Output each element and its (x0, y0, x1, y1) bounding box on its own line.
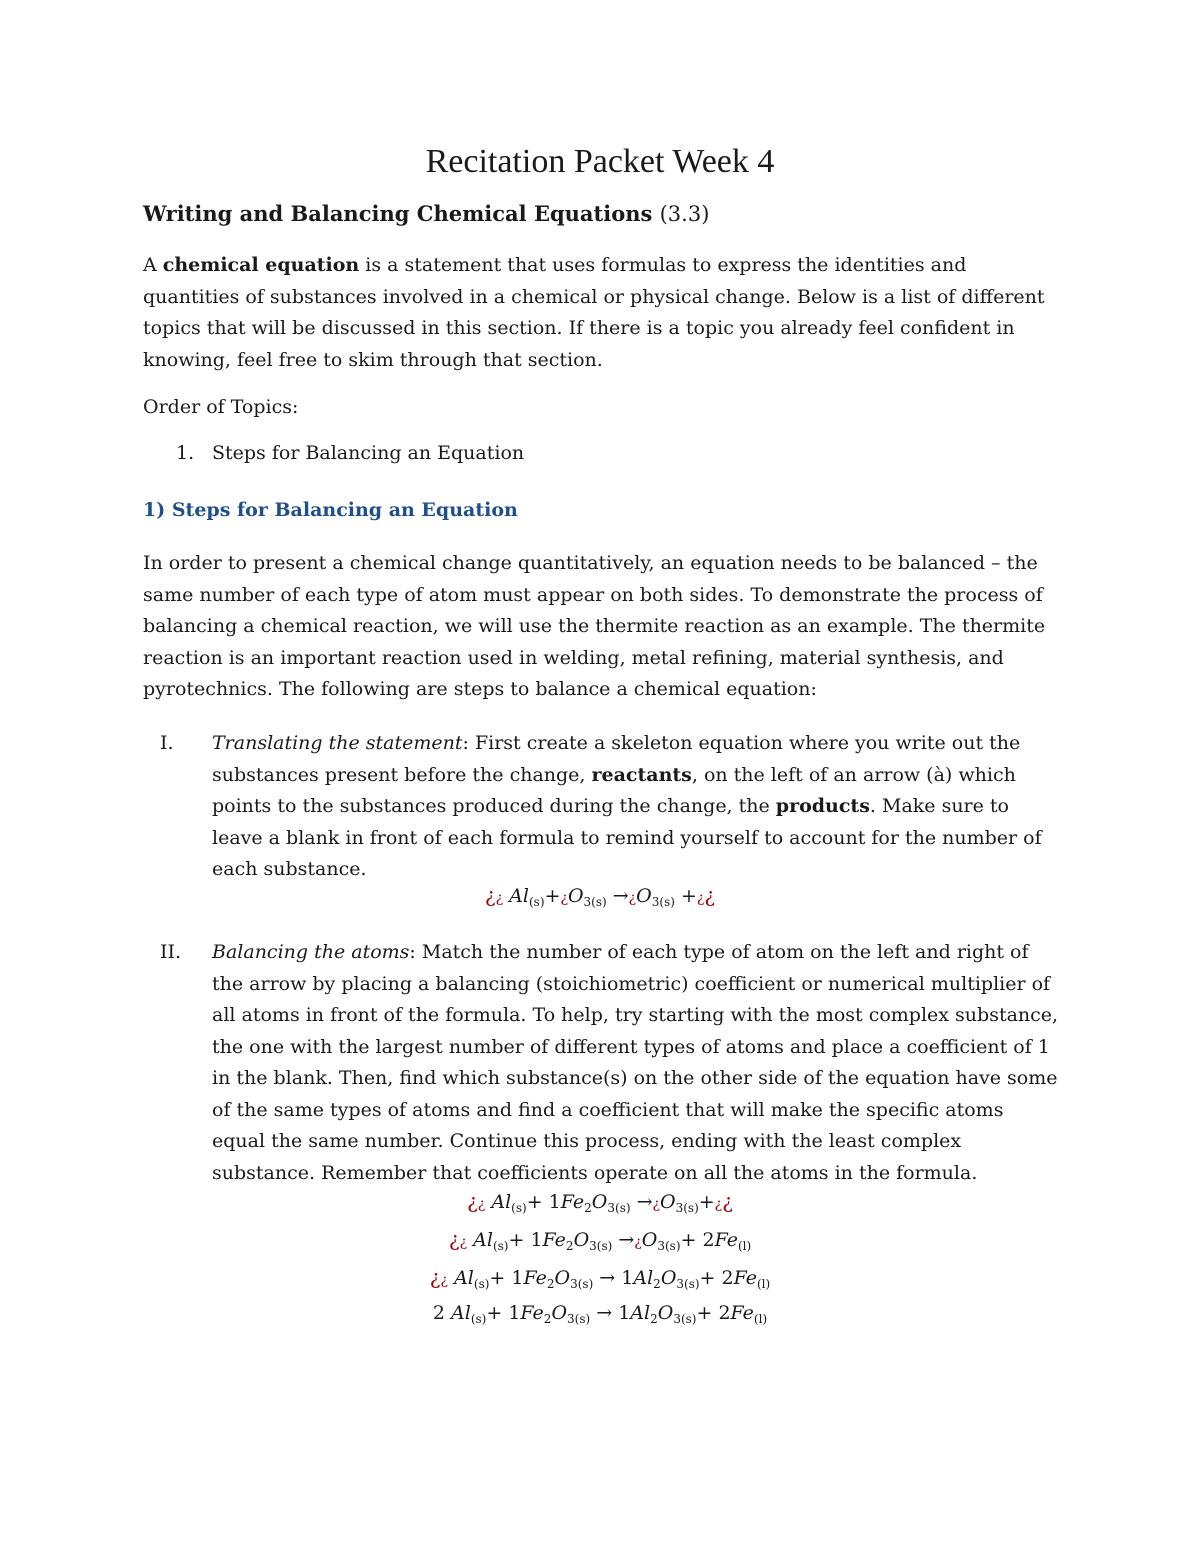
state-subscript: 3(s) (583, 895, 607, 909)
intro-term: chemical equation (162, 254, 360, 276)
balancing-equation-1 (0, 1186, 1200, 1223)
state-subscript: 3(s) (651, 895, 675, 909)
formula-fe: Fe (714, 1229, 738, 1251)
state-subscript: 3(s) (657, 1239, 681, 1253)
formula-fe: Fe (733, 1267, 757, 1289)
formula-o: O (554, 1267, 571, 1289)
step-1-part: . Make sure to leave a blank in front of each formula to remind yourself to account for the number of each substance. (212, 795, 1042, 880)
step-2-text (212, 937, 1062, 1189)
formula-o: O (660, 1267, 677, 1289)
blank-marker: ¿ (440, 1272, 449, 1288)
blank-marker: ¿ (722, 1189, 733, 1213)
products-term: products (775, 795, 870, 817)
state-subscript: (s) (473, 1277, 490, 1291)
step-1-part: : First create a skeleton equation where you write out the substances present before the change, (212, 732, 1021, 786)
coefficient: 1 (548, 1191, 561, 1213)
atom-subscript: 2 (653, 1277, 661, 1291)
reaction-arrow: → (596, 1302, 613, 1324)
atom-subscript: 2 (584, 1201, 592, 1215)
plus-sign: + (526, 1191, 543, 1213)
formula-al: Al (630, 1302, 651, 1324)
balancing-equation-3 (0, 1262, 1200, 1299)
order-of-topics-label: Order of Topics: (143, 396, 299, 418)
plus-sign: + (680, 1229, 697, 1251)
state-subscript: 3(s) (675, 1201, 699, 1215)
blank-marker: ¿ (628, 890, 637, 906)
subheading-steps: 1) Steps for Balancing an Equation (143, 499, 518, 521)
coefficient: 2 (721, 1267, 734, 1289)
atom-subscript: 2 (650, 1312, 658, 1326)
blank-marker: ¿ (560, 890, 568, 906)
blank-marker: ¿ (652, 1196, 661, 1212)
coefficient: 1 (508, 1302, 521, 1324)
plus-sign: + (544, 885, 561, 907)
intro-rest: is a statement that uses formulas to express the identities and quantities of substances involved in a chemical or physical change. Below is a list of different topics that will be discussed in this section. If there is a topic you already feel confident in knowing, feel free to skim through that section. (143, 254, 1045, 371)
formula-fe: Fe (560, 1191, 585, 1213)
state-subscript: 3(s) (673, 1312, 697, 1326)
reaction-arrow: → (618, 1229, 635, 1251)
coefficient: 2 (432, 1302, 445, 1324)
formula-fe: Fe (542, 1229, 566, 1251)
reactants-term: reactants (591, 763, 692, 786)
body-paragraph: In order to present a chemical change quantitatively, an equation needs to be balanced – the same number of each type of atom must appear on both sides. To demonstrate the process of balancing a chemical reaction, we will use the thermite reaction as an example. The thermite reaction is an important reaction used in welding, metal refining, material synthesis, and pyrotechnics. The following are steps to balance a chemical equation: (143, 552, 1046, 700)
state-subscript: 3(s) (607, 1201, 631, 1215)
plus-sign: + (489, 1267, 506, 1289)
atom-subscript: 2 (565, 1239, 574, 1253)
plus-sign: + (680, 885, 697, 907)
formula-fe: Fe (523, 1267, 547, 1289)
state-subscript: 3(s) (567, 1312, 591, 1326)
coefficient: 1 (618, 1302, 631, 1324)
section-heading (143, 198, 709, 230)
blank-marker: ¿ (714, 1196, 723, 1212)
formula-o: O (657, 1302, 674, 1324)
formula-al: Al (633, 1267, 654, 1289)
formula-fe: Fe (520, 1302, 544, 1324)
formula-o: O (567, 885, 584, 907)
step-1-part: , on the left of an arrow (à) which points to the substances produced during the change, the (212, 763, 1016, 817)
blank-marker: ¿ (484, 883, 496, 907)
state-subscript: (l) (753, 1312, 768, 1326)
step-2-part: : Match the number of each type of atom on the left and right of the arrow by placing a balancing (stoichiometric) coefficient or numerical multiplier of all atoms in front of the formula. To help, try starting with the most complex substance, the one with the largest number of different types of atoms and place a coefficient of 1 in the blank. Then, find which substance(s) on the other side of the equation have some of the same types of atoms and find a coefficient that will make the specific atoms equal the same number. Continue this process, ending with the least complex substance. Remember that coefficients operate on all the atoms in the formula. (212, 941, 1059, 1184)
reaction-arrow: → (636, 1191, 653, 1213)
topic-text: Steps for Balancing an Equation (212, 442, 525, 464)
formula-o: O (641, 1229, 658, 1251)
plus-sign: + (699, 1267, 716, 1289)
reaction-arrow: → (612, 885, 629, 907)
state-subscript: (l) (757, 1277, 771, 1291)
step-2-label: Balancing the atoms (212, 941, 410, 963)
plus-sign: + (696, 1302, 713, 1324)
topic-list-item (176, 438, 524, 470)
state-subscript: (s) (528, 895, 545, 909)
blank-marker: ¿ (495, 890, 504, 906)
coefficient: 1 (621, 1267, 634, 1289)
intro-a: A (143, 254, 163, 276)
formula-o: O (573, 1229, 590, 1251)
plus-sign: + (698, 1191, 715, 1213)
blank-marker: ¿ (467, 1189, 478, 1213)
coefficient: 2 (702, 1229, 715, 1251)
plus-sign: + (508, 1229, 525, 1251)
skeleton-equation (0, 880, 1200, 917)
formula-o: O (591, 1191, 608, 1213)
step-1-text (212, 728, 1062, 886)
coefficient: 1 (511, 1267, 524, 1289)
step-1-label: Translating the statement (212, 732, 463, 754)
blank-marker: ¿ (477, 1196, 486, 1212)
formula-al: Al (491, 1191, 512, 1213)
reaction-arrow: → (599, 1267, 616, 1289)
blank-marker: ¿ (634, 1234, 642, 1250)
blank-marker: ¿ (704, 883, 716, 907)
section-heading-text: Writing and Balancing Chemical Equations (143, 201, 653, 226)
state-subscript: (s) (492, 1239, 509, 1253)
formula-o: O (551, 1302, 568, 1324)
step-numeral-1: I. (160, 732, 174, 754)
plus-sign: + (486, 1302, 503, 1324)
formula-o: O (636, 885, 652, 907)
formula-al: Al (451, 1302, 471, 1324)
formula-o: O (660, 1191, 676, 1213)
formula-al: Al (509, 885, 529, 907)
page-title: Recitation Packet Week 4 (425, 143, 775, 180)
state-subscript: (l) (737, 1239, 752, 1253)
blank-marker: ¿ (429, 1265, 441, 1289)
blank-marker: ¿ (448, 1227, 460, 1251)
topic-number: 1. (176, 442, 195, 464)
coefficient: 2 (718, 1302, 731, 1324)
state-subscript: (s) (511, 1201, 527, 1215)
balancing-equation-2 (0, 1224, 1200, 1261)
blank-marker: ¿ (459, 1234, 468, 1250)
state-subscript: 3(s) (589, 1239, 613, 1253)
section-number: (3.3) (659, 202, 710, 226)
balancing-equation-4 (0, 1298, 1200, 1334)
state-subscript: 3(s) (570, 1277, 594, 1291)
atom-subscript: 2 (543, 1312, 552, 1326)
state-subscript: (s) (470, 1312, 487, 1326)
formula-al: Al (454, 1267, 474, 1289)
formula-al: Al (473, 1229, 493, 1251)
step-numeral-2: II. (160, 941, 182, 963)
blank-marker: ¿ (696, 890, 705, 906)
atom-subscript: 2 (546, 1277, 555, 1291)
coefficient: 1 (530, 1229, 543, 1251)
state-subscript: 3(s) (676, 1277, 700, 1291)
formula-fe: Fe (730, 1302, 754, 1324)
intro-paragraph (143, 250, 1063, 376)
